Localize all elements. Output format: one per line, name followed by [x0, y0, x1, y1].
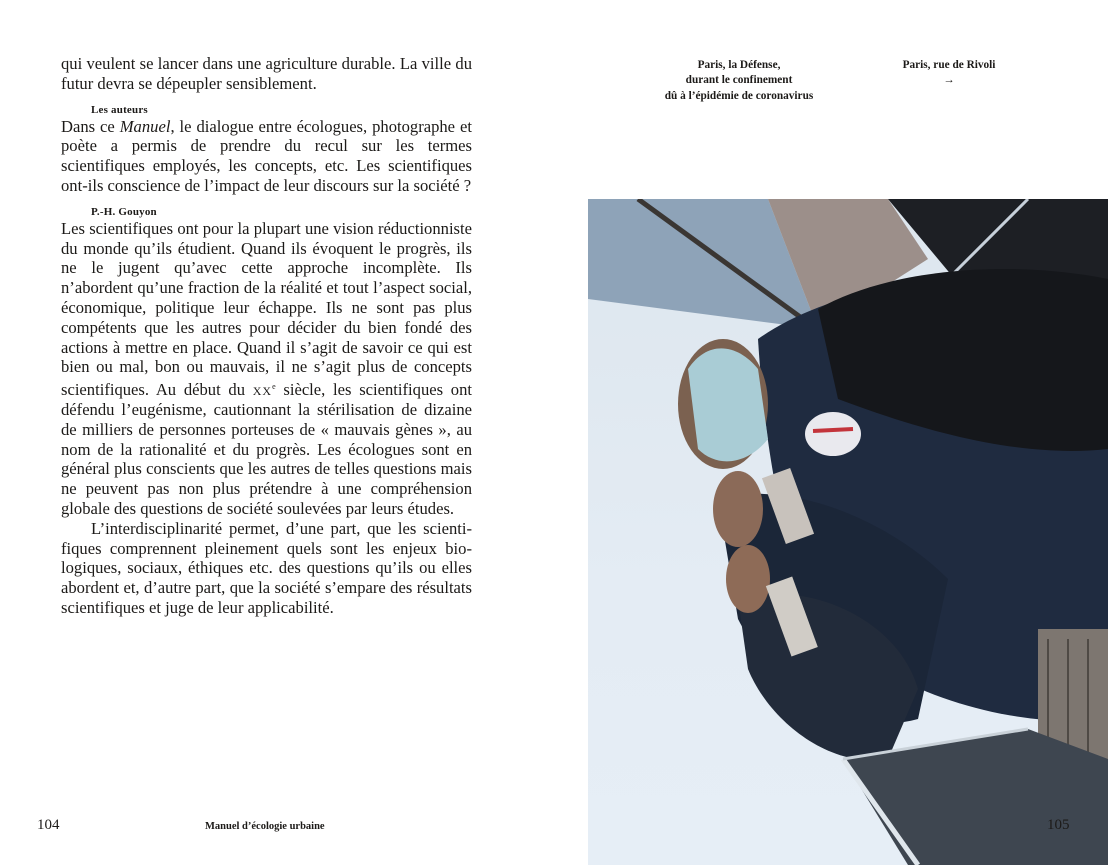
body-text: [61, 54, 472, 618]
running-title: Manuel d’écologie urbaine: [205, 821, 325, 832]
photo-caption-rivoli: [854, 58, 1044, 89]
question-paragraph: [61, 117, 472, 196]
answer-paragraph-2: L’interdisciplinarité permet, d’une part, que les scientifiques comprennent pleinement quels sont les enjeux biologiques, sociaux, éthiques etc. des questions qu’ils ou elles abordent et, d’autre part, que la société s’empare des résultats scientifiques et juge de leur applicabilité.: [61, 518, 472, 617]
photo-illustration: [588, 199, 1108, 865]
photo-caption-defense: [639, 58, 839, 104]
caption-line: Paris, la Défense,: [697, 59, 781, 71]
century-superscript: e: [272, 382, 276, 392]
speaker-label-authors: Les auteurs: [91, 103, 148, 116]
caption-line: dû à l’épidémie de coronavirus: [664, 89, 814, 102]
caption-line: durant le confinement: [685, 74, 793, 87]
page-number-left: 104: [37, 817, 60, 833]
answer-text-1: Les scientifiques ont pour la plupart une vision réductionniste du monde qu’ils étudient. Quand ils évoquent le progrès, ils ne le jugent qu’avec cette approche incomplète. Ils n’abordent qu’une fraction de la réalité et tout l’aspect social, économique, politique leur échappe. Ils ne sont pas plus compétents que les autres pour décider du bien fondé des actions à mettre en place. Quand il s’agit de savoir ce qui est bien ou mal, bon ou mauvais, il ne s’agit plus de concepts scientifiques. Au début du: [61, 218, 472, 400]
caption-line: Paris, rue de Rivoli: [902, 59, 996, 71]
police-patch: [805, 412, 861, 456]
second-officer-head: [713, 471, 763, 547]
answer-text-2: siècle, les scientifiques ont défendu l’eugénisme, cautionnant la stérilisation de dizaine de milliers de personnes porteuses de « mauvais gènes », au nom de la rationalité et du progrès. Les écologues sont en général plus conscients que les autres de telles questions mais ne peuvent pas non plus prétendre à une compréhension globale des questions de société soulevées par leurs études.: [61, 380, 472, 518]
question-emphasis: Manuel: [119, 116, 171, 136]
right-page: [554, 0, 1108, 865]
question-text-start: Dans ce: [61, 116, 120, 136]
speaker-label-gouyon: P.-H. Gouyon: [91, 205, 157, 218]
question-text-end: , le dialogue entre écologues, photographe et poète a permis de prendre du recul sur les termes scientifiques employés, les concepts, etc. Les scientifiques ont-ils conscience de l’impact de leur discours sur la société ?: [61, 116, 472, 195]
answer-paragraph-1: [61, 219, 472, 519]
century-numeral: xx: [252, 380, 273, 400]
intro-paragraph: qui veulent se lancer dans une agriculture durable. La ville du futur devra se dépeupler sensiblement.: [61, 54, 472, 93]
arrow-right-icon: →: [943, 74, 955, 87]
police-photo: [588, 199, 1108, 865]
third-officer-head: [726, 545, 770, 613]
page-number-right: 105: [1047, 817, 1070, 833]
